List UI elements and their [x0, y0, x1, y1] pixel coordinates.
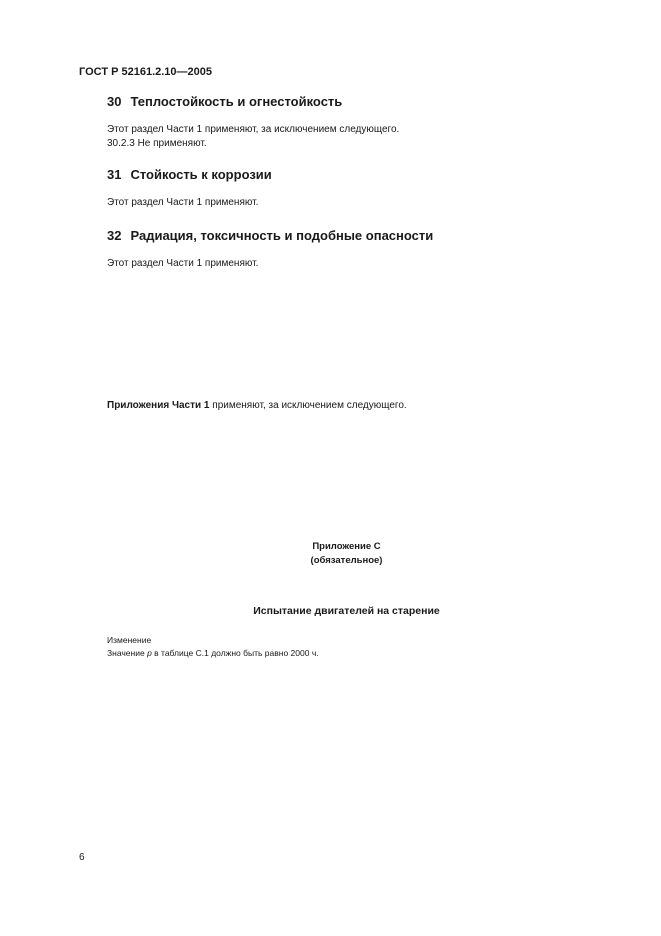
section-title: Радиация, токсичность и подобные опасности	[130, 228, 434, 243]
annex-c-heading: Испытание двигателей на старение	[253, 605, 440, 617]
section-number: 30	[107, 94, 122, 109]
section-31-text-1: Этот раздел Части 1 применяют.	[107, 197, 259, 208]
change-text-after: в таблице С.1 должно быть равно 2000 ч.	[151, 648, 319, 658]
section-30-text-2: 30.2.3 Не применяют.	[107, 138, 207, 149]
annexes-intro-bold: Приложения Части 1	[107, 400, 210, 411]
section-31-heading	[107, 167, 272, 182]
section-number: 32	[107, 228, 122, 243]
annexes-intro-rest: применяют, за исключением следующего.	[209, 400, 407, 411]
section-32-text-1: Этот раздел Части 1 применяют.	[107, 258, 259, 269]
annex-c-status: (обязательное)	[310, 555, 383, 566]
section-number: 31	[107, 167, 122, 182]
section-title: Теплостойкость и огнестойкость	[130, 94, 343, 109]
annexes-intro	[107, 400, 407, 411]
annex-c-label: Приложение С	[312, 541, 381, 552]
document-code: ГОСТ Р 52161.2.10—2005	[79, 66, 213, 78]
section-30-text-1: Этот раздел Части 1 применяют, за исключением следующего.	[107, 124, 400, 135]
section-32-heading	[107, 228, 433, 243]
change-symbol: p	[147, 648, 152, 658]
section-30-heading	[107, 94, 342, 109]
page-number: 6	[79, 852, 85, 863]
change-text	[107, 648, 319, 658]
change-label: Изменение	[107, 635, 152, 645]
change-text-before: Значение	[107, 648, 148, 658]
section-title: Стойкость к коррозии	[130, 167, 272, 182]
